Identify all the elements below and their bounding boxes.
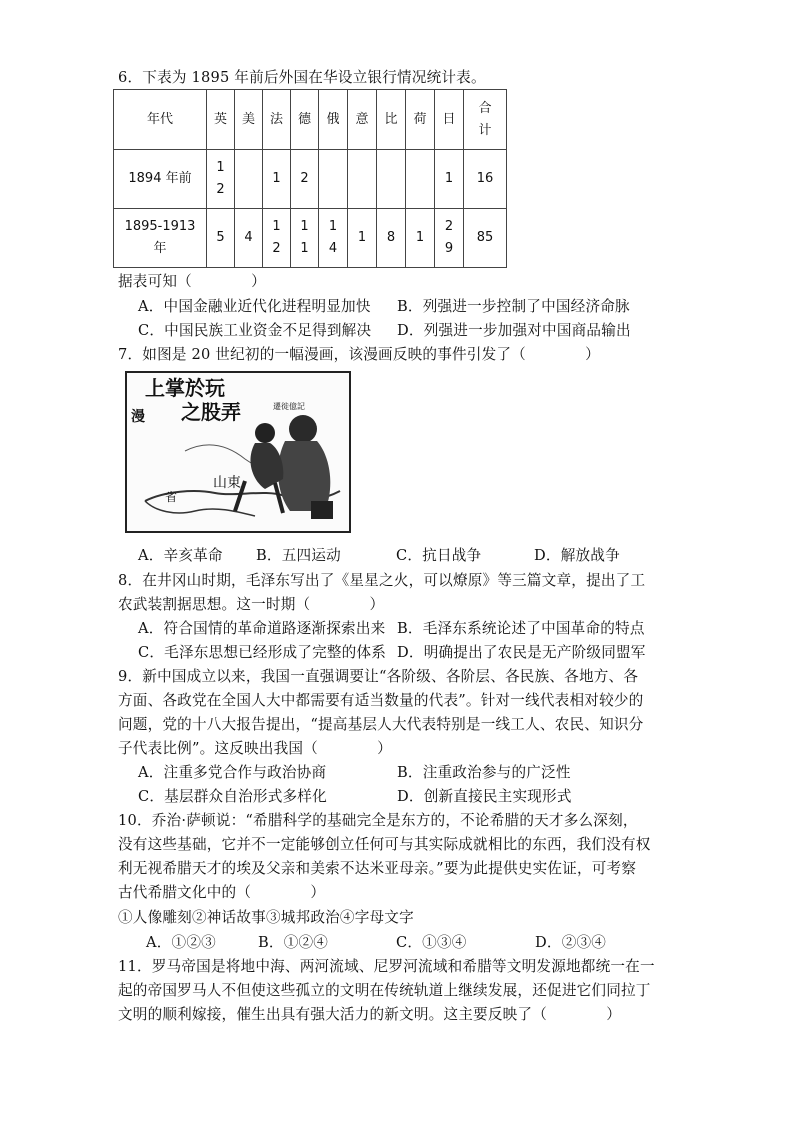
bank-table <box>113 89 507 268</box>
q7-option-d[interactable]: D．解放战争 <box>534 547 620 564</box>
header-de: 德 <box>291 90 319 150</box>
table-cell: 4 <box>235 209 263 268</box>
table-cell: 1 <box>435 150 464 209</box>
header-total: 合 计 <box>464 90 507 150</box>
header-nl: 荷 <box>406 90 435 150</box>
table-cell: 1895-1913 年 <box>114 209 207 268</box>
table-cell: 1 2 <box>263 209 291 268</box>
q9-option-b[interactable]: B．注重政治参与的广泛性 <box>397 764 571 781</box>
q10-stem-line-3: 利无视希腊天才的埃及父亲和美索不达米亚母亲。”要为此提供史实佐证，可考察 <box>118 860 637 877</box>
q8-stem-line-1: 8．在井冈山时期，毛泽东写出了《星星之火，可以燎原》等三篇文章，提出了工 <box>118 572 646 589</box>
table-cell <box>406 150 435 209</box>
cartoon-sign-label: 遷徙億記 <box>273 402 305 411</box>
q9-option-c[interactable]: C．基层群众自治形式多样化 <box>138 788 327 805</box>
header-era: 年代 <box>114 90 207 150</box>
q10-stem-line-1: 10．乔治·萨顿说：“希腊科学的基础完全是东方的，不论希腊的天才多么深刻， <box>118 812 638 829</box>
table-cell: 2 <box>291 150 319 209</box>
cartoon-title-1: 上掌於玩 <box>145 376 225 400</box>
header-it: 意 <box>348 90 377 150</box>
cartoon-title-2: 之股弄 <box>181 400 241 424</box>
q9-stem-line-2: 方面、各政党在全国人大中都需要有适当数量的代表”。针对一线代表相对较少的 <box>118 692 644 709</box>
table-cell: 16 <box>464 150 507 209</box>
q6-option-a[interactable]: A．中国金融业近代化进程明显加快 <box>138 298 371 315</box>
table-header-row <box>114 90 507 150</box>
q7-option-b[interactable]: B．五四运动 <box>256 547 341 564</box>
q9-option-a[interactable]: A．注重多党合作与政治协商 <box>138 764 327 781</box>
table-cell <box>377 150 406 209</box>
table-cell: 1 <box>348 209 377 268</box>
q8-option-d[interactable]: D．明确提出了农民是无产阶级同盟军 <box>397 644 646 661</box>
header-jp: 日 <box>435 90 464 150</box>
table-cell <box>235 150 263 209</box>
table-cell: 1 4 <box>319 209 348 268</box>
q6-option-b[interactable]: B．列强进一步控制了中国经济命脉 <box>397 298 630 315</box>
q6-option-d[interactable]: D．列强进一步加强对中国商品输出 <box>397 322 631 339</box>
table-row <box>114 150 507 209</box>
cartoon-sheng-label: 省 <box>165 490 178 504</box>
table-cell: 1 <box>406 209 435 268</box>
header-fr: 法 <box>263 90 291 150</box>
q9-stem-line-3: 问题，党的十八大报告提出，“提高基层人大代表特别是一线工人、农民、知识分 <box>118 716 644 733</box>
q11-stem-line-2: 起的帝国罗马人不但使这些孤立的文明在传统轨道上继续发展，还促进它们同拉丁 <box>118 982 651 999</box>
table-cell: 1 <box>263 150 291 209</box>
header-be: 比 <box>377 90 406 150</box>
q7-stem: 7．如图是 20 世纪初的一幅漫画，该漫画反映的事件引发了（ ） <box>118 346 600 363</box>
q11-stem-line-1: 11．罗马帝国是将地中海、两河流域、尼罗河流域和希腊等文明发源地都统一在一 <box>118 958 655 975</box>
cartoon-image <box>125 371 351 533</box>
table-cell <box>319 150 348 209</box>
q10-option-a[interactable]: A．①②③ <box>146 934 216 951</box>
cartoon-corner-label: 漫 <box>131 409 145 425</box>
table-cell: 1894 年前 <box>114 150 207 209</box>
q11-stem-line-3: 文明的顺利嫁接，催生出具有强大活力的新文明。这主要反映了（ ） <box>118 1006 621 1023</box>
table-cell: 8 <box>377 209 406 268</box>
q6-stem: 6．下表为 1895 年前后外国在华设立银行情况统计表。 <box>118 69 486 86</box>
table-cell: 2 9 <box>435 209 464 268</box>
q10-stem-line-2: 没有这些基础，它并不一定能够创立任何可与其实际成就相比的东西，我们没有权 <box>118 836 651 853</box>
q9-stem-line-1: 9．新中国成立以来，我国一直强调要让“各阶级、各阶层、各民族、各地方、各 <box>118 668 639 685</box>
q10-option-d[interactable]: D．②③④ <box>535 934 607 951</box>
q10-items: ①人像雕刻②神话故事③城邦政治④字母文字 <box>118 909 414 926</box>
table-cell: 1 1 <box>291 209 319 268</box>
q8-option-a[interactable]: A．符合国情的革命道路逐渐探索出来 <box>138 620 386 637</box>
cartoon-shandong-label: 山東 <box>213 475 241 491</box>
header-ru: 俄 <box>319 90 348 150</box>
q10-options <box>146 931 666 951</box>
table-cell: 1 2 <box>207 150 235 209</box>
q8-stem-line-2: 农武装割据思想。这一时期（ ） <box>118 596 385 613</box>
q10-stem-line-4: 古代希腊文化中的（ ） <box>118 884 326 901</box>
table-cell: 5 <box>207 209 235 268</box>
header-us: 美 <box>235 90 263 150</box>
q8-option-c[interactable]: C．毛泽东思想已经形成了完整的体系 <box>138 644 387 661</box>
q6-follow: 据表可知（ ） <box>118 273 266 290</box>
table-cell <box>348 150 377 209</box>
header-uk: 英 <box>207 90 235 150</box>
q10-option-c[interactable]: C．①③④ <box>396 934 467 951</box>
q10-option-b[interactable]: B．①②④ <box>258 934 329 951</box>
table-row <box>114 209 507 268</box>
table-cell: 85 <box>464 209 507 268</box>
q7-option-c[interactable]: C．抗日战争 <box>396 547 482 564</box>
q6-option-c[interactable]: C．中国民族工业资金不足得到解决 <box>138 322 372 339</box>
q9-option-d[interactable]: D．创新直接民主实现形式 <box>397 788 572 805</box>
q7-option-a[interactable]: A．辛亥革命 <box>138 547 223 564</box>
q9-stem-line-4: 子代表比例”。这反映出我国（ ） <box>118 740 392 757</box>
q8-option-b[interactable]: B．毛泽东系统论述了中国革命的特点 <box>397 620 645 637</box>
q7-options <box>138 544 658 564</box>
